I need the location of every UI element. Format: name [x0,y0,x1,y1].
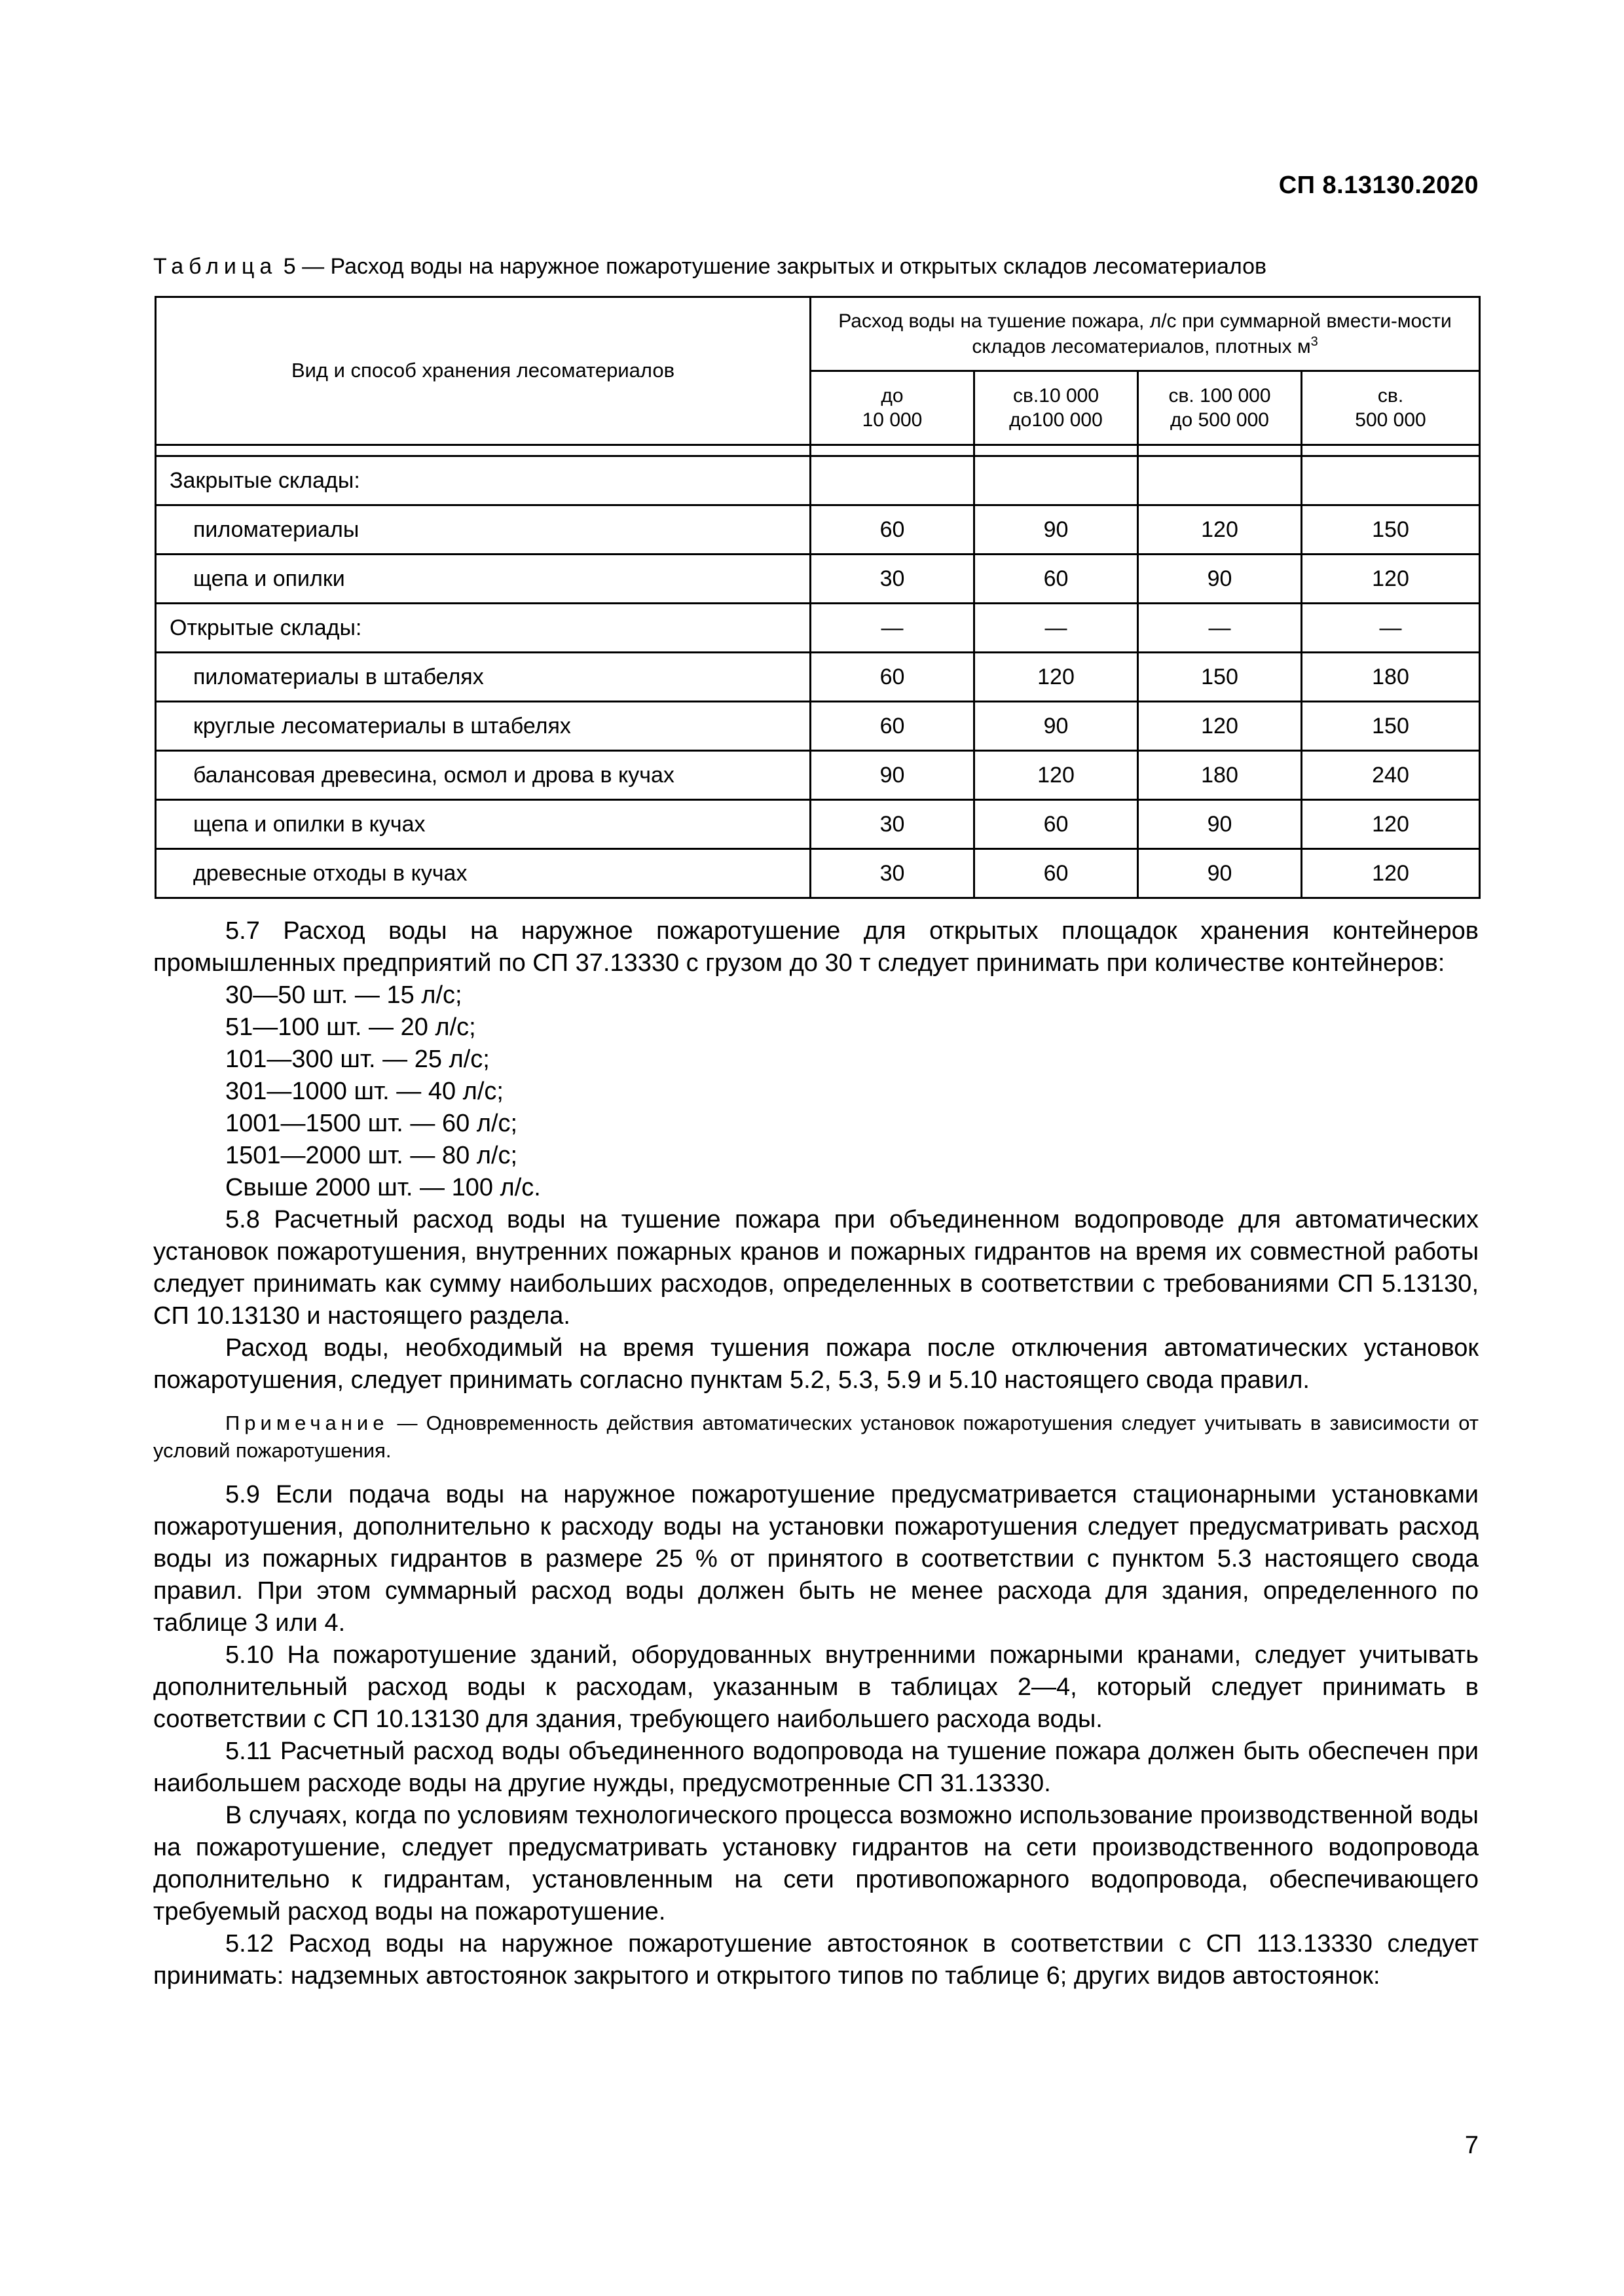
column-header-capacity-1 [811,371,974,445]
list-item: 51—100 шт. — 20 л/с; [225,1013,476,1041]
row-label: Открытые склады: [156,604,811,653]
column-header-capacity-2-line2: до100 000 [1009,409,1103,431]
column-header-capacity-2 [974,371,1138,445]
cell-value: 60 [811,653,974,702]
paragraph-5-12: 5.12 Расход воды на наружное пожаротушение автостоянок в соответствии с СП 113.13330 следует принимать: надземных автостоянок закрытого и открытого типов по таблице 6; других видов автостоянок: [153,1930,1479,1990]
cell-value: 120 [1302,800,1480,849]
column-header-capacity-3-line2: до 500 000 [1170,409,1269,431]
cell-value: 90 [1138,849,1302,898]
cell-value [811,456,974,505]
cell-value: 240 [1302,751,1480,800]
cell-value: 180 [1138,751,1302,800]
row-label: щепа и опилки в кучах [156,800,811,849]
cell-value: 60 [974,800,1138,849]
cell-value: 180 [1302,653,1480,702]
cell-value: — [974,604,1138,653]
column-header-capacity-3-line1: св. 100 000 [1168,384,1271,407]
cell-value: 30 [811,800,974,849]
note-text: — Одновременность действия автоматических установок пожаротушения следует учитывать в зависимости от условий пожаротушения. [153,1412,1479,1462]
table-spacer-row [156,445,1480,456]
list-item: 101—300 шт. — 25 л/с; [225,1046,490,1073]
cell-value [1138,456,1302,505]
list-item: 1501—2000 шт. — 80 л/с; [225,1142,518,1169]
document-code: СП 8.13130.2020 [1278,172,1479,199]
column-header-group [811,297,1480,371]
table-row [156,505,1480,555]
column-header-group-sup: 3 [1310,334,1318,349]
paragraph-5-11-continued: В случаях, когда по условиям технологического процесса возможно использование производственной воды на пожаротушение, следует предусматривать установку гидрантов на сети производственного водопровода дополнительно к гидрантам, установленным на сети противопожарного водопровода, обеспечивающего требуемый расход воды на пожаротушение. [153,1802,1479,1925]
cell-value [1302,456,1480,505]
paragraph-5-10: 5.10 На пожаротушение зданий, оборудованных внутренними пожарными кранами, следует учитывать дополнительный расход воды к расходам, указанным в таблицах 2—4, который следует принимать в соответствии с СП 10.13130 для здания, требующего наибольшего расхода воды. [153,1641,1479,1733]
note [153,1410,1479,1465]
paragraph-5-9: 5.9 Если подача воды на наружное пожаротушение предусматривается стационарными установками пожаротушения, дополнительно к расходу воды на установки пожаротушения следует предусматривать расход воды из пожарных гидрантов в размере 25 % от принятого в соответствии с пунктом 5.3 настоящего свода правил. При этом суммарный расход воды должен быть не менее расхода для здания, определенного по таблице 3 или 4. [153,1481,1479,1637]
cell-value: 60 [811,702,974,751]
row-label: балансовая древесина, осмол и дрова в кучах [156,751,811,800]
column-header-capacity-2-line1: св.10 000 [1012,384,1099,407]
note-label: Примечание [225,1412,389,1434]
cell-value: 90 [974,702,1138,751]
column-header-storage-type: Вид и способ хранения лесоматериалов [156,297,811,445]
page-number: 7 [1464,2132,1479,2159]
cell-value: 90 [811,751,974,800]
paragraph-5-8-continued: Расход воды, необходимый на время тушения пожара после отключения автоматических установок пожаротушения, следует принимать согласно пунктам 5.2, 5.3, 5.9 и 5.10 настоящего свода правил. [153,1334,1479,1394]
cell-value: 120 [1302,555,1480,604]
cell-value: 150 [1138,653,1302,702]
table-row [156,555,1480,604]
paragraph-5-11: 5.11 Расчетный расход воды объединенного водопровода на тушение пожара должен быть обеспечен при наибольшем расходе воды на другие нужды, предусмотренные СП 31.13330. [153,1738,1479,1797]
cell-value: 90 [974,505,1138,555]
column-header-capacity-4 [1302,371,1480,445]
table-row [156,653,1480,702]
water-consumption-table [155,296,1481,899]
paragraph-5-7: 5.7 Расход воды на наружное пожаротушение для открытых площадок хранения контейнеров промышленных предприятий по СП 37.13330 с грузом до 30 т следует принимать при количестве контейнеров: [153,917,1479,977]
list-item: Свыше 2000 шт. — 100 л/с. [225,1174,541,1201]
table-row [156,849,1480,898]
table-caption-label: Таблица [153,254,278,279]
column-header-capacity-1-line1: до [881,384,904,407]
cell-value: 60 [974,849,1138,898]
table-row [156,751,1480,800]
row-label: щепа и опилки [156,555,811,604]
paragraph-5-8: 5.8 Расчетный расход воды на тушение пожара при объединенном водопроводе для автоматических установок пожаротушения, внутренних пожарных кранов и пожарных гидрантов на время их совместной работы следует принимать как сумму наибольших расходов, определенных в соответствии с требованиями СП 5.13130, СП 10.13130 и настоящего раздела. [153,1206,1479,1330]
list-item: 1001—1500 шт. — 60 л/с; [225,1110,518,1137]
cell-value [974,456,1138,505]
cell-value: 120 [974,653,1138,702]
cell-value: — [1138,604,1302,653]
cell-value: — [1302,604,1480,653]
table-row [156,800,1480,849]
row-label: древесные отходы в кучах [156,849,811,898]
cell-value: — [811,604,974,653]
cell-value: 30 [811,849,974,898]
row-label: круглые лесоматериалы в штабелях [156,702,811,751]
cell-value: 60 [974,555,1138,604]
table-caption [153,254,1489,280]
list-item: 301—1000 шт. — 40 л/с; [225,1078,504,1105]
cell-value: 120 [1138,702,1302,751]
row-label: пиломатериалы в штабелях [156,653,811,702]
cell-value: 90 [1138,800,1302,849]
cell-value: 120 [1302,849,1480,898]
table-caption-text: 5 — Расход воды на наружное пожаротушение закрытых и открытых складов лесоматериалов [277,254,1267,279]
cell-value: 120 [1138,505,1302,555]
cell-value: 30 [811,555,974,604]
row-label: пиломатериалы [156,505,811,555]
column-header-capacity-4-line2: 500 000 [1355,409,1426,431]
table-row [156,702,1480,751]
cell-value: 120 [974,751,1138,800]
row-label: Закрытые склады: [156,456,811,505]
column-header-capacity-1-line2: 10 000 [862,409,923,431]
column-header-capacity-4-line1: св. [1377,384,1404,407]
cell-value: 60 [811,505,974,555]
table-row [156,456,1480,505]
cell-value: 150 [1302,505,1480,555]
cell-value: 150 [1302,702,1480,751]
list-item: 30—50 шт. — 15 л/с; [225,981,462,1009]
body-text [153,915,1479,1992]
column-header-capacity-3 [1138,371,1302,445]
table-row [156,604,1480,653]
column-header-group-text: Расход воды на тушение пожара, л/с при суммарной вмести-мости складов лесоматериалов, плотных м [838,310,1452,357]
cell-value: 90 [1138,555,1302,604]
